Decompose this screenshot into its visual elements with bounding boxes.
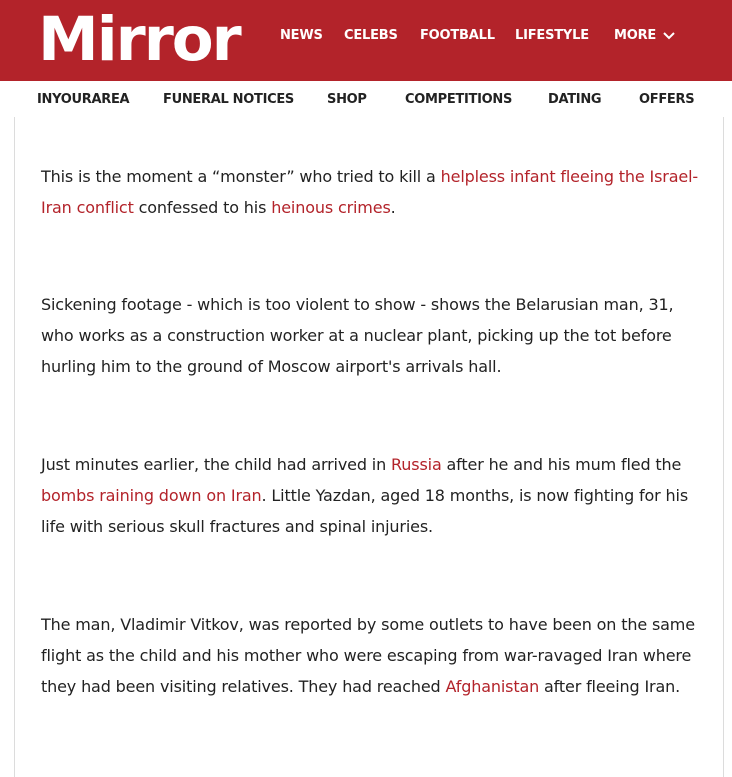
article-paragraph: Sickening footage - which is too violent to show - shows the Belarusian man, 31, who works as a construction worker at a nuclear plant, picking up the tot before hurling him to the ground of Moscow airport's arrivals hall.	[41, 295, 674, 376]
paragraph-text: .	[390, 198, 396, 217]
nav-lifestyle[interactable]: LIFESTYLE	[515, 28, 589, 43]
paragraph-text: after fleeing Iran.	[539, 677, 681, 696]
link-afghanistan[interactable]: Afghanistan	[445, 677, 540, 696]
nav-celebs[interactable]: CELEBS	[344, 28, 398, 43]
subnav-shop[interactable]: SHOP	[327, 92, 367, 107]
paragraph-text: The man, Vladimir Vitkov, was reported by some outlets to have been on the same flight as the child and his mother who were escaping from war-ravaged Iran where they had been visiting relatives. They had reached	[41, 615, 695, 696]
paragraph-text: Just minutes earlier, the child had arrived in	[41, 455, 392, 474]
paragraph-text: confessed to his	[133, 198, 272, 217]
link-helpless-infant[interactable]: helpless infant fleeing the Israel-Iran conflict	[41, 167, 698, 217]
chevron-down-icon	[663, 28, 675, 46]
main-nav	[0, 0, 732, 72]
subnav-competitions[interactable]: COMPETITIONS	[405, 92, 513, 107]
paragraph-text: after he and his mum fled the	[441, 455, 682, 474]
header-bar	[0, 0, 732, 81]
article-body	[14, 117, 724, 777]
article-paragraph	[41, 609, 706, 702]
subnav-dating[interactable]: DATING	[548, 92, 602, 107]
link-russia[interactable]: Russia	[391, 455, 442, 474]
subnav-inyourarea[interactable]: INYOURAREA	[37, 92, 130, 107]
article-paragraph	[41, 161, 706, 223]
nav-more[interactable]	[614, 27, 675, 46]
nav-more-label: MORE	[614, 28, 657, 43]
link-bombs-raining[interactable]: bombs raining down on Iran	[41, 486, 262, 505]
subnav-offers[interactable]: OFFERS	[639, 92, 695, 107]
paragraph-text: . Little Yazdan, aged 18 months, is now fighting for his life with serious skull fractures and spinal injuries.	[41, 486, 689, 536]
article-paragraph	[41, 449, 706, 542]
nav-news[interactable]: NEWS	[280, 28, 323, 43]
paragraph-text: This is the moment a “monster” who tried to kill a	[41, 167, 441, 186]
sub-nav	[0, 81, 732, 117]
nav-football[interactable]: FOOTBALL	[420, 28, 495, 43]
link-heinous-crimes[interactable]: heinous crimes	[271, 198, 391, 217]
mirror-logo[interactable]: Mirror	[38, 4, 240, 75]
subnav-funeral-notices[interactable]: FUNERAL NOTICES	[163, 92, 294, 107]
